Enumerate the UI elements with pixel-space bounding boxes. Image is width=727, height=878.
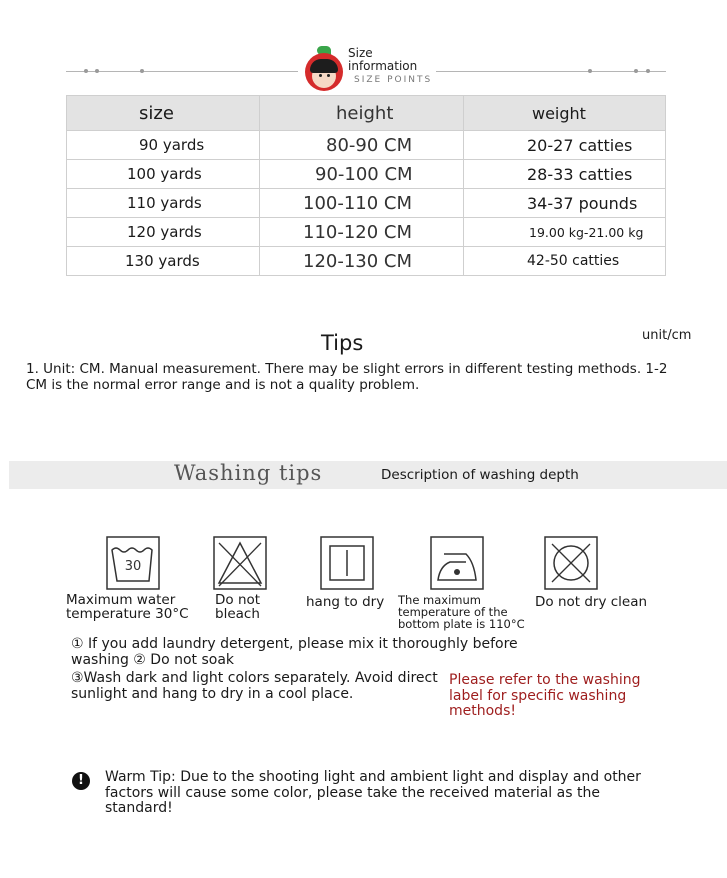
do-not-dry-clean-icon	[544, 536, 598, 590]
washing-tips-title: Washing tips	[174, 461, 323, 485]
do-not-dry-clean-label: Do not dry clean	[535, 594, 648, 610]
cell-weight: 42-50 catties	[464, 247, 666, 276]
iron-110-icon	[430, 536, 484, 590]
size-points-subtitle: SIZE POINTS	[354, 75, 433, 85]
cell-size: 100 yards	[67, 160, 260, 189]
warm-tip-text: Warm Tip: Due to the shooting light and ambient light and display and other factors will cause some color, please take the received material as the standard!	[105, 769, 641, 816]
washing-description: Description of washing depth	[381, 467, 579, 483]
cell-size: 130 yards	[67, 247, 260, 276]
washing-tips-bar	[9, 461, 727, 489]
wash-30-label: Maximum water temperature 30°C	[66, 592, 189, 622]
table-row	[67, 189, 666, 218]
table-header-row	[67, 96, 666, 131]
cell-height: 120-130 CM	[260, 247, 464, 276]
divider-dot	[634, 69, 638, 73]
svg-text:30: 30	[124, 559, 142, 574]
iron-110-label: The maximum temperature of the bottom plate is 110°C	[398, 593, 525, 631]
header-divider-right	[436, 71, 666, 72]
cell-weight: 20-27 catties	[464, 131, 666, 160]
hang-to-dry-label: hang to dry	[306, 594, 385, 610]
table-row	[67, 160, 666, 189]
washing-label-note: Please refer to the washing label for specific washing methods!	[449, 672, 641, 719]
header-divider-left	[66, 71, 298, 72]
cell-height: 90-100 CM	[260, 160, 464, 189]
exclamation-icon: !	[72, 772, 90, 790]
cell-height: 100-110 CM	[260, 189, 464, 218]
do-not-bleach-label: Do not bleach	[215, 592, 261, 622]
tips-title: Tips	[321, 331, 364, 355]
table-row	[67, 131, 666, 160]
do-not-bleach-icon	[213, 536, 267, 590]
divider-dot	[646, 69, 650, 73]
cell-height: 80-90 CM	[260, 131, 464, 160]
wash-30-icon	[106, 536, 160, 590]
washing-instruction-2: ③Wash dark and light colors separately. Avoid direct sunlight and hang to dry in a cool place.	[71, 670, 438, 702]
unit-label: unit/cm	[642, 328, 692, 343]
divider-dot	[588, 69, 592, 73]
hang-to-dry-icon	[320, 536, 374, 590]
header-weight: weight	[464, 96, 666, 131]
table-row	[67, 218, 666, 247]
strawberry-girl-logo-icon	[305, 53, 343, 91]
size-table	[66, 95, 666, 276]
cell-size: 90 yards	[67, 131, 260, 160]
divider-dot	[84, 69, 88, 73]
divider-dot	[140, 69, 144, 73]
tips-text: 1. Unit: CM. Manual measurement. There may be slight errors in different testing methods. 1-2 CM is the normal error range and is not a quality problem.	[26, 361, 668, 393]
table-row	[67, 247, 666, 276]
washing-instruction-1: ① If you add laundry detergent, please mix it thoroughly before washing ② Do not soak	[71, 636, 518, 668]
header-size: size	[67, 96, 260, 131]
divider-dot	[95, 69, 99, 73]
cell-height: 110-120 CM	[260, 218, 464, 247]
cell-weight: 28-33 catties	[464, 160, 666, 189]
size-information-title: Size information	[348, 46, 418, 73]
cell-size: 120 yards	[67, 218, 260, 247]
cell-weight: 19.00 kg-21.00 kg	[464, 218, 666, 247]
header-height: height	[260, 96, 464, 131]
cell-size: 110 yards	[67, 189, 260, 218]
cell-weight: 34-37 pounds	[464, 189, 666, 218]
